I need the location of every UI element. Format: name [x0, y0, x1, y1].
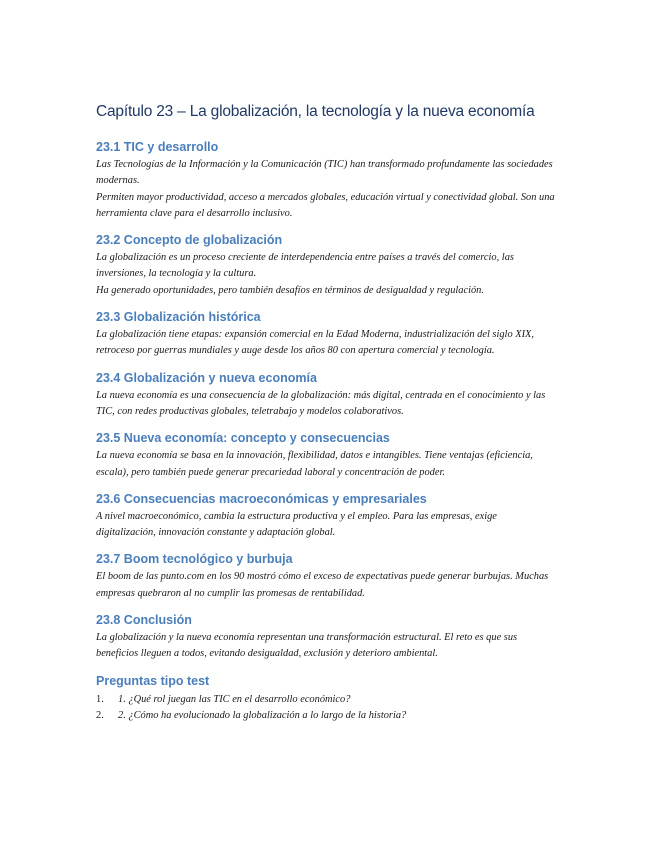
section-23-5	[96, 429, 558, 481]
section-paragraph: La globalización es un proceso creciente de interdependencia entre países a través del comercio, las inversiones, la tecnología y la cultura.	[96, 252, 514, 280]
list-number: 1.	[96, 693, 104, 705]
section-23-7	[96, 550, 558, 602]
section-heading: 23.6 Consecuencias macroeconómicas y empresariales	[96, 491, 427, 506]
section-paragraph: La globalización y la nueva economía representan una transformación estructural. El reto es que sus beneficios lleguen a todos, evitando desigualdad, exclusión y deterioro ambiental.	[96, 632, 518, 660]
document-page	[96, 102, 558, 734]
section-heading: 23.3 Globalización histórica	[96, 310, 261, 325]
section-heading: 23.1 TIC y desarrollo	[96, 140, 219, 154]
question-text: 1. ¿Qué rol juegan las TIC en el desarrollo económico?	[118, 693, 351, 705]
section-heading: 23.4 Globalización y nueva economía	[96, 370, 317, 385]
section-heading: 23.5 Nueva economía: concepto y consecuencias	[96, 431, 390, 446]
section-paragraph: El boom de las punto.com en los 90 mostró cómo el exceso de expectativas puede generar burbujas. Muchas empresas quebraron al no cumplir las promesas de rentabilidad.	[96, 571, 549, 599]
section-paragraph: Ha generado oportunidades, pero también desafíos en términos de desigualdad y regulación.	[96, 284, 484, 296]
section-paragraph: La nueva economía se basa en la innovación, flexibilidad, datos e intangibles. Tiene ventajas (eficiencia, escala), pero también puede generar precariedad laboral y concentración de poder.	[96, 450, 533, 478]
questions-heading: Preguntas tipo test	[96, 673, 210, 688]
section-23-4	[96, 369, 558, 421]
list-item	[96, 692, 558, 709]
section-heading: 23.7 Boom tecnológico y burbuja	[96, 552, 293, 567]
section-23-1	[96, 138, 558, 222]
section-heading: 23.8 Conclusión	[96, 613, 192, 628]
section-paragraph: La nueva economía es una consecuencia de la globalización: más digital, centrada en el conocimiento y las TIC, con redes productivas globales, teletrabajo y modelos colaborativos.	[96, 389, 546, 417]
questions-section	[96, 672, 558, 725]
list-item	[96, 708, 558, 725]
section-23-3	[96, 308, 558, 360]
list-number: 2.	[96, 710, 104, 722]
questions-list	[96, 692, 558, 725]
section-heading: 23.2 Concepto de globalización	[96, 233, 283, 248]
question-text: 2. ¿Cómo ha evolucionado la globalización a lo largo de la historia?	[118, 710, 407, 722]
section-23-8	[96, 611, 558, 663]
section-paragraph: A nivel macroeconómico, cambia la estructura productiva y el empleo. Para las empresas, exige digitalización, innovación constante y adaptación global.	[96, 510, 497, 539]
chapter-title: Capítulo 23 – La globalización, la tecnología y la nueva economía	[96, 103, 535, 120]
section-paragraph: La globalización tiene etapas: expansión comercial en la Edad Moderna, industrialización del siglo XIX, retroceso por guerras mundiales y auge desde los años 80 con apertura comercial y tecnología.	[96, 329, 534, 357]
section-paragraph: Permiten mayor productividad, acceso a mercados globales, educación virtual y conectividad global. Son una herramienta clave para el desarrollo inclusivo.	[96, 191, 555, 219]
section-23-2	[96, 231, 558, 299]
section-23-6	[96, 490, 558, 542]
section-paragraph: Las Tecnologías de la Información y la Comunicación (TIC) han transformado profundamente las sociedades modernas.	[96, 159, 553, 187]
